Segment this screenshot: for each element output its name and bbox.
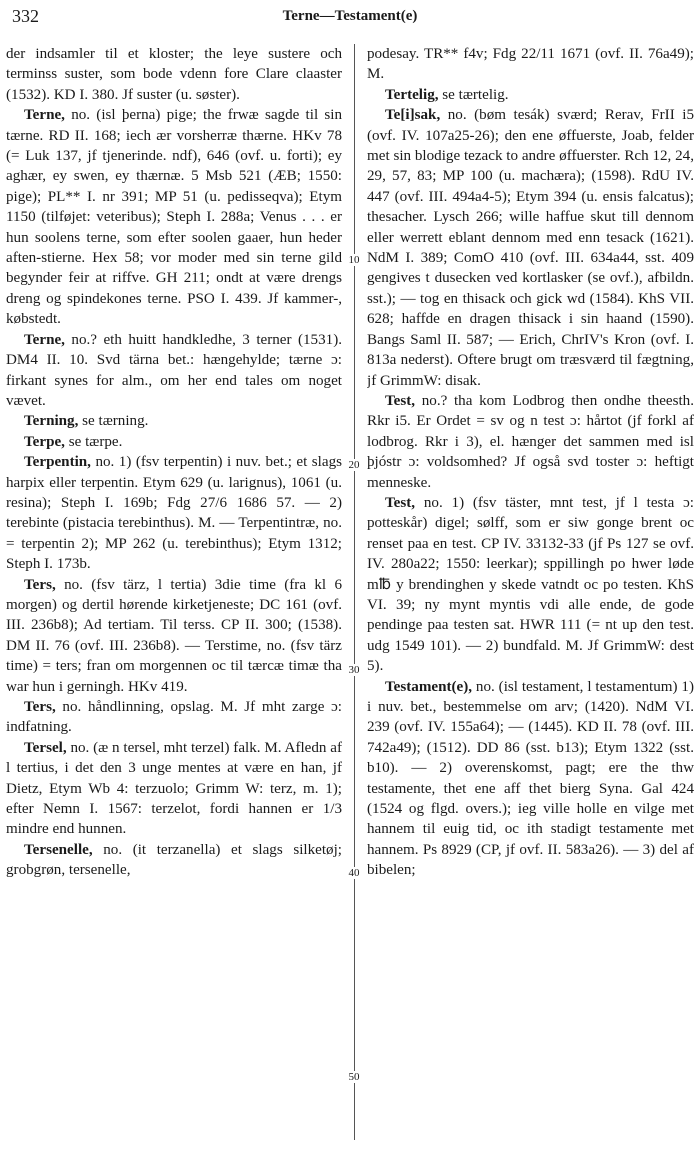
dictionary-entry [367, 677, 694, 881]
entry-body: no. (bøm tesák) sværd; Rerav, FrII i5 (ovf. IV. 107a25-26); den ene øffuerste, Joab, felder met sin blodige tezack to andre øffuerster. Rch 12, 24, 29, 57, 83; MP 100 (u. machæra); (1598). RdU IV. 447 (ovf. III. 494a4-5); Etym 394 (u. ensis falcatus); thesacher. Lysch 266; wille haffue skut till dennom eller werrett eblant dennom med enn tesack (1621). NdM I. 389; ComO 410 (ovf. III. 634a44, sst. 409 gengives t dusecken ved kortlasker (se ovf.), afbildn. sst.); — tog en thisack och gick wd (1584). KhS VII. 628; haffde en dragen thisack i sin haand (1590). Bangs Saml II. 587; — Erich, ChrIV's Kron (ovf. I. 813a nederst). Oftere brugt om træsværd til fægtning, jf GrimmW: disak. [367, 107, 694, 389]
headword: Terning, [24, 413, 79, 430]
headword: Te[i]sak, [385, 107, 441, 124]
left-column [6, 44, 342, 1144]
dictionary-entry [6, 44, 342, 105]
dictionary-entry [6, 411, 342, 431]
dictionary-entry [6, 738, 342, 840]
dictionary-entry [6, 330, 342, 412]
headword: Terne, [24, 107, 65, 124]
entry-body: se tærpe. [64, 433, 123, 450]
dictionary-entry [367, 391, 694, 493]
headword: Terne, [24, 331, 65, 348]
entry-body: no. håndlinning, opslag. M. Jf mht zarge ɔ: indfatning. [6, 699, 342, 736]
line-number: 20 [343, 459, 365, 471]
entry-body: se tærtelig. [438, 86, 509, 103]
headword: Tersel, [24, 739, 67, 756]
dictionary-entry [6, 697, 342, 738]
dictionary-entry [6, 452, 342, 574]
headword: Terpe, [24, 433, 65, 450]
dictionary-entry [367, 493, 694, 677]
entry-body: no. (fsv tärz, l tertia) 3die time (fra kl 6 morgen) og dertil hørende kirketjeneste; DC 161 (ovf. III. 236b8); Ad tertiam. Til terss. CP II. 300; (1538). DM II. 76 (ovf. III. 236b8). — Terstime, no. (fsv tärz time) = ters; fran om morgennen oc til tærcæ timæ tha war hun i gerningh. HKv 419. [6, 576, 342, 695]
headword: Terpentin, [24, 454, 91, 471]
line-number: 30 [343, 664, 365, 676]
line-number: 40 [343, 867, 365, 879]
dictionary-entry [367, 85, 694, 105]
entry-body: se tærning. [78, 413, 149, 430]
headword: Testament(e), [385, 678, 473, 695]
running-head: Terne—Testament(e) [282, 8, 418, 24]
entry-body: no. (isl testament, l testamentum) 1) i nuv. bet., bestemmelse om arv; (1420). NdM VI. 239 (ovf. IV. 155a64); — (1445). KD II. 78 (ovf. III. 742a49); (1512). DD 86 (sst. b13); Etym 1322 (sst. b10). — 2) overenskomst, pagt; ere the thw testamente, thet ene aff thet bierg Syna. Gal 424 (1524 og flgd. overs.); ieg ville holle en vilge met hannem til euig tid, oc ith stadigt testamente met hannem. Ps 8929 (CP, jf ovf. II. 583a26). — 3) del af bibelen; [367, 678, 694, 879]
entry-body: no. (it terzanella) et slags silketøj; grobgrøn, tersenelle, [6, 841, 342, 879]
entry-body: no.? eth huitt handkledhe, 3 terner (1531). DM4 II. 10. Svd tärna bet.: hængehylde; tærne ɔ: firkant synes for alm., om her end tales om noget vævet. [6, 331, 342, 409]
dictionary-entry [6, 105, 342, 329]
headword: Test, [385, 494, 416, 511]
headword: Tersenelle, [24, 841, 93, 858]
entry-body: no.? tha kom Lodbrog then ondhe theesth. Rkr i5. Er Ordet = sv og n test ɔ: hårtot (jf forkl af lodbrog. Rkr i 3), el. hænger det sammen med isl þjóstr ɔ: voldsomhed? Jf også svd toster ɔ: heftigt menneske. [367, 392, 694, 491]
line-number: 50 [343, 1071, 365, 1083]
headword: Ters, [24, 576, 56, 593]
headword: Ters, [24, 699, 56, 715]
page-number: 332 [12, 6, 39, 26]
dictionary-entry [6, 432, 342, 452]
entry-body: no. 1) (fsv täster, mnt test, jf l testa ɔ: potteskår) digel; sølff, som er siw gonge brent oc renset paa en test. CP IV. 33132-33 (jf Ps 127 se ovf. IV. 280a22; 1550: leerkar); sppillingh po hwer løde m℔ y brendinghen y skede vatndt oc po testen. KhS VI. 39; ny mynt myntis vdi alle ende, de gode pendinge paa testen sat. HWR 111 (= nt up den test. udg 1549 101). — 2) bundfald. M. Jf GrimmW: dest 5). [367, 494, 694, 675]
page-header [0, 0, 700, 34]
entry-body: no. 1) (fsv terpentin) i nuv. bet.; et slags harpix eller terpentin. Etym 629 (u. larignus), 1061 (u. resina); Steph I. 169b; Fdg 27/6 1686 57. — 2) terebinte (pistacia terebinthus). M. — Terpentintræ, no. = terpentin 2); MP 262 (u. terebinthus); Etym 1312; Steph I. 173b. [6, 454, 342, 573]
headword: Test, [385, 392, 416, 409]
dictionary-entry [367, 44, 694, 85]
dictionary-entry [6, 575, 342, 697]
dictionary-entry [6, 840, 342, 881]
headword: Tertelig, [385, 86, 439, 103]
entry-body: der indsamler til et kloster; the leye sustere och terminss suster, som bode vdenn fore Clare claaster (1532). KD I. 380. Jf suster (u. søster). [6, 46, 342, 103]
line-number-gutter [343, 44, 365, 1144]
entry-body: no. (æ n tersel, mht terzel) falk. M. Afledn af l tertius, i det den 3 unge mentes at være en han, jf Dietz, Etym Wb 4: terzuolo; Grimm W: terz, m. 1); efter Nemn I. 1567: terzelot, fordi hannen er 1/3 mindre end hunnen. [6, 739, 342, 838]
line-number: 10 [343, 254, 365, 266]
entry-body: podesay. TR** f4v; Fdg 22/11 1671 (ovf. II. 76a49); M. [367, 46, 694, 83]
dictionary-entry [367, 105, 694, 391]
right-column [367, 44, 694, 1144]
entry-body: no. (isl þerna) pige; the frwæ sagde til sin tærne. RD II. 168; iech ær vorsherræ thærne. HKv 78 (= Luk 137, jf tjenerinde. ndf), 646 (ovf. u. forti); ey aghær, ey swen, ey thærnæ. 5 Msb 521 (ÆB; 1550: pige); PL** I. nr 391; MP 51 (u. pedisseqva); Etym 1150 (tilføjet: veteribus); Steph I. 288a; Venus . . . er hun soolens terne, som efter soolen gaaer, hun heder aften-stierne. Hex 58; vor moder med sin terne gild begynder feir at riffve. GH 211; ondt at være drengs dreng og spindekones terne. PSO I. 439. Jf kammer-, købstedt. [6, 107, 342, 328]
